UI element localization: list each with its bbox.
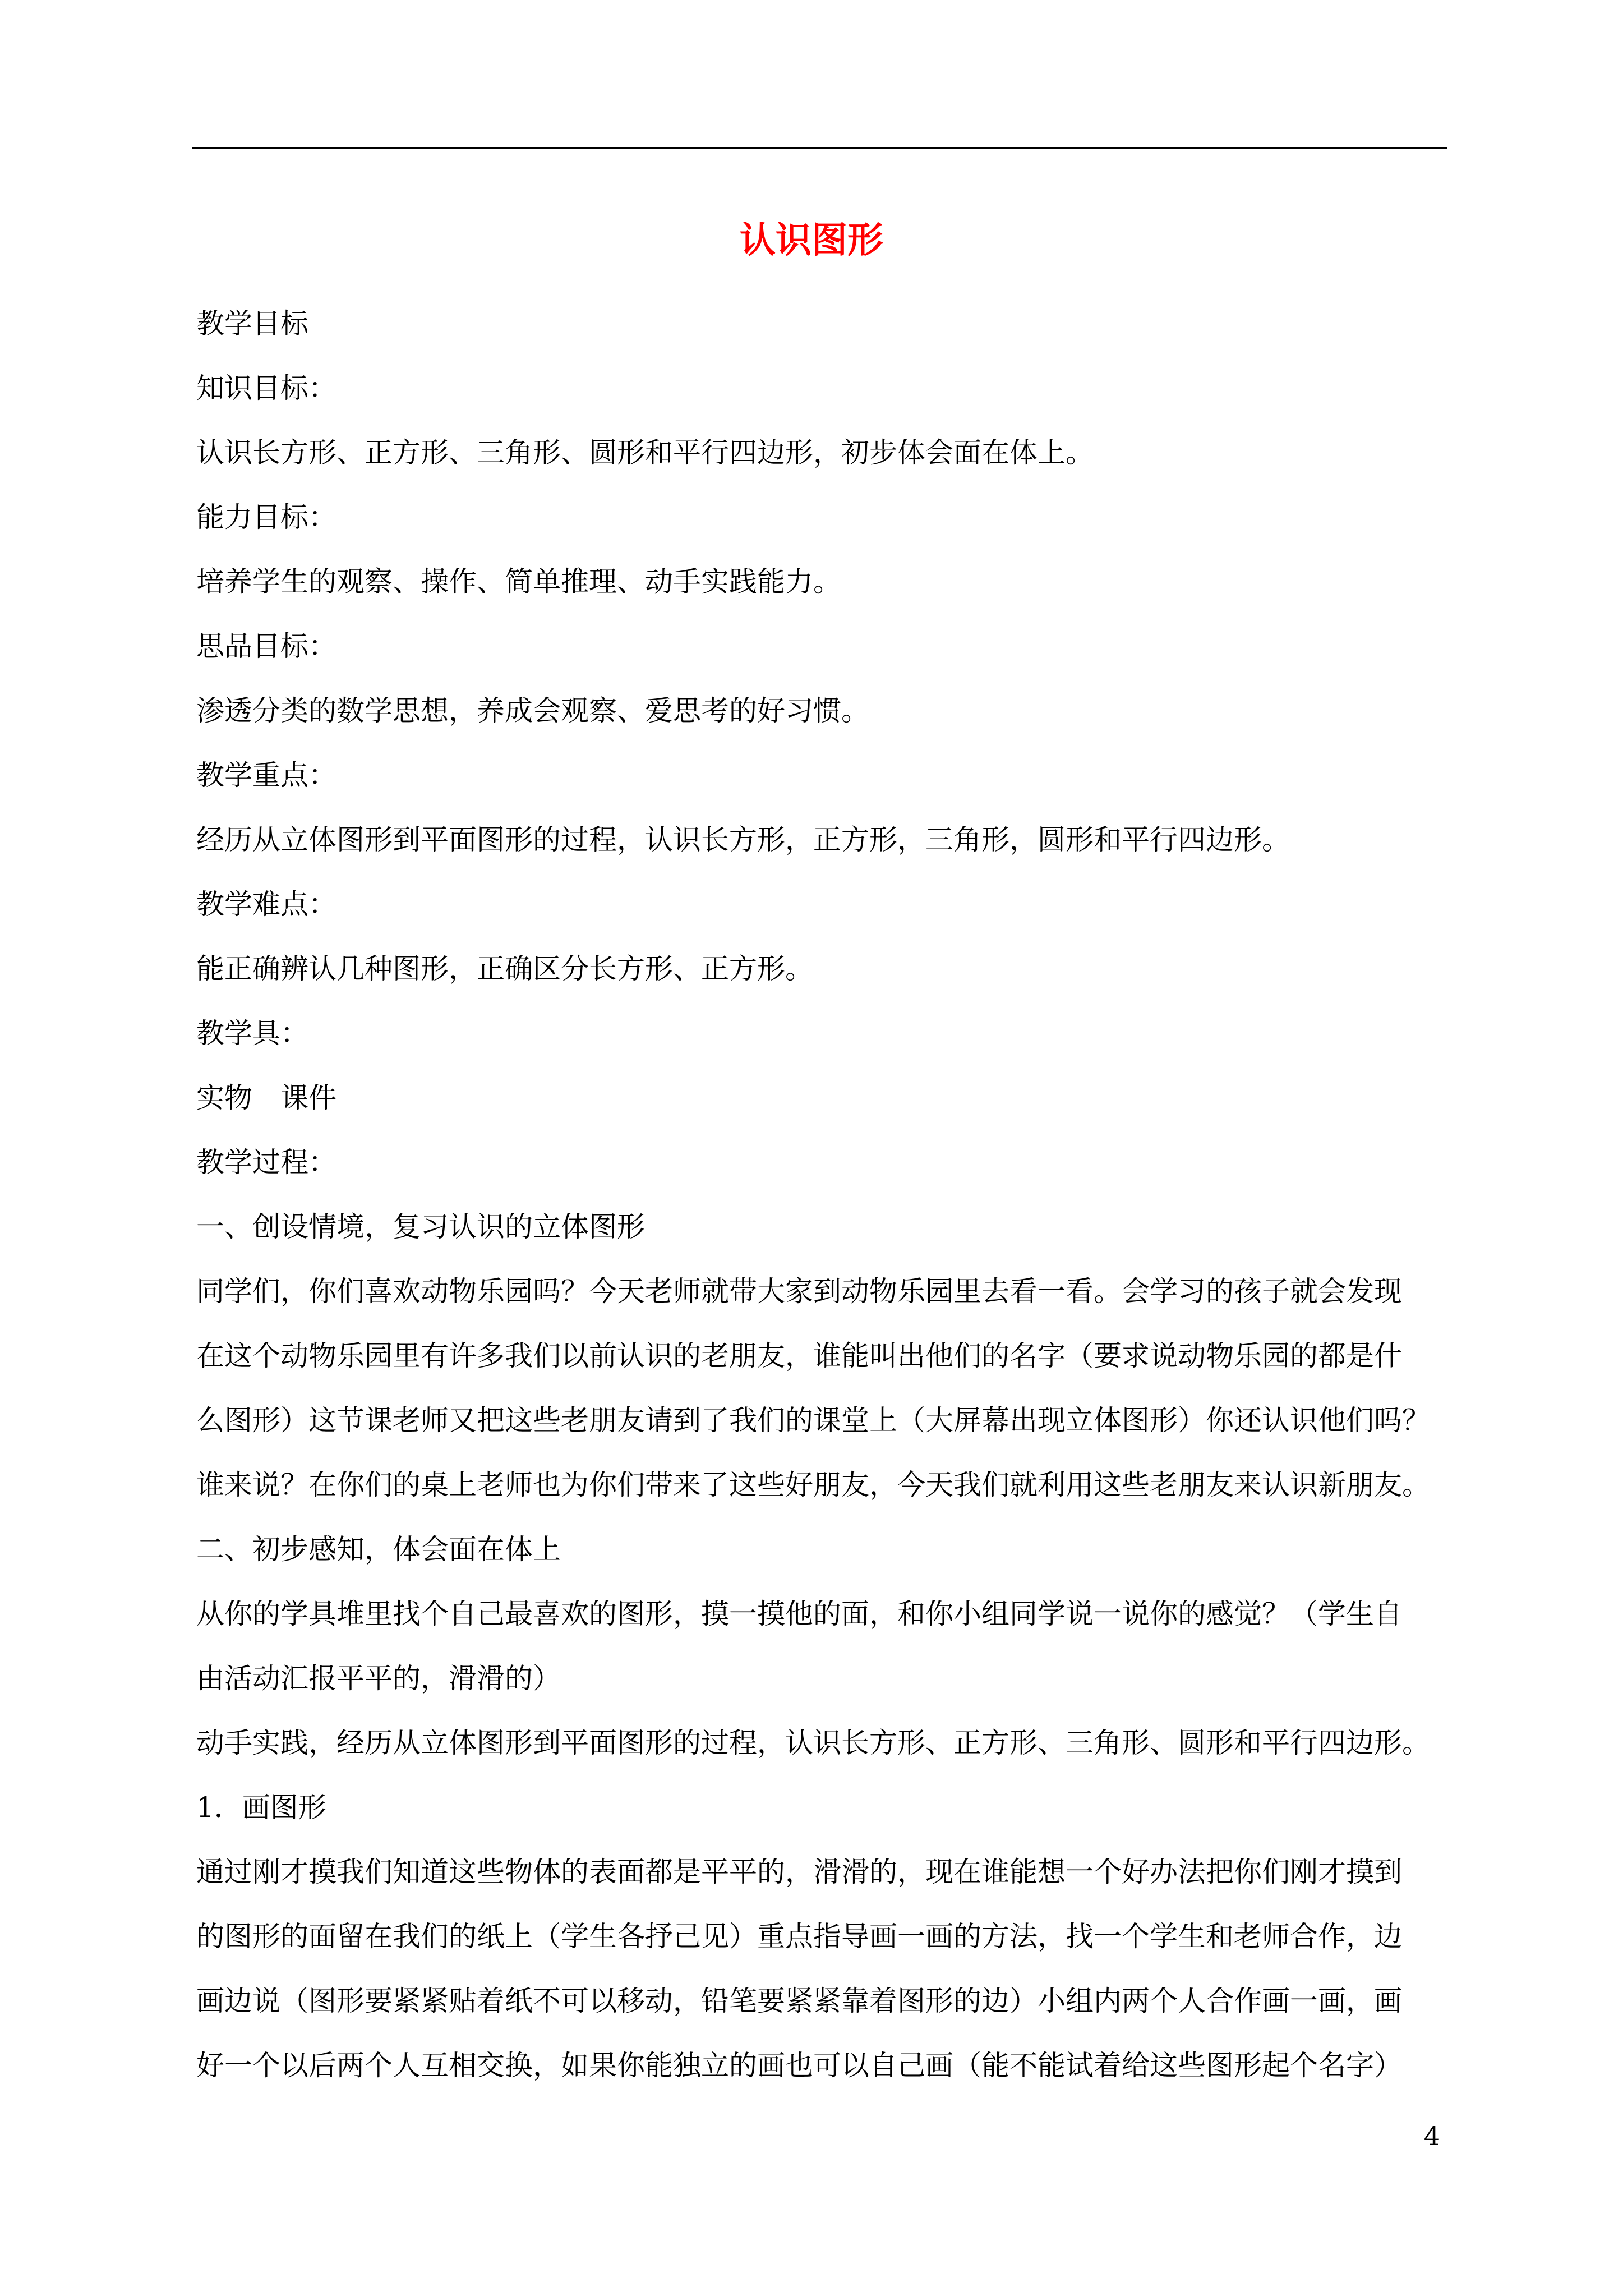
body-line: 经历从立体图形到平面图形的过程，认识长方形，正方形，三角形，圆形和平行四边形。 [196,823,1290,856]
body-line: 实物 课件 [196,1082,336,1114]
body-line: 通过刚才摸我们知道这些物体的表面都是平平的，滑滑的，现在谁能想一个好办法把你们刚才摸到 [196,1856,1402,1888]
body-line: 好一个以后两个人互相交换，如果你能独立的画也可以自己画（能不能试着给这些图形起个名字） [196,2049,1402,2082]
body-line: 一、创设情境，复习认识的立体图形 [196,1211,645,1243]
body-line: 思品目标： [196,630,336,662]
body-line: 1．画图形 [196,1791,326,1824]
body-line: 在这个动物乐园里有许多我们以前认识的老朋友，谁能叫出他们的名字（要求说动物乐园的都是什 [196,1340,1402,1372]
body-line: 培养学生的观察、操作、简单推理、动手实践能力。 [196,565,841,598]
page-number: 4 [1423,2121,1440,2151]
body-line: 么图形）这节课老师又把这些老朋友请到了我们的课堂上（大屏幕出现立体图形）你还认识他们吗？ [196,1404,1430,1437]
body-line: 从你的学具堆里找个自己最喜欢的图形，摸一摸他的面，和你小组同学说一说你的感觉？（学生自 [196,1598,1402,1630]
body-line: 教学重点： [196,759,336,792]
header-rule [192,147,1447,149]
body-line: 画边说（图形要紧紧贴着纸不可以移动，铅笔要紧紧靠着图形的边）小组内两个人合作画一画，画 [196,1985,1402,2017]
body-line: 认识长方形、正方形、三角形、圆形和平行四边形，初步体会面在体上。 [196,436,1094,469]
body-line: 渗透分类的数学思想，养成会观察、爱思考的好习惯。 [196,694,869,727]
document-body [196,292,1458,2098]
document-title: 认识图形 [740,219,883,261]
body-line: 教学难点： [196,888,336,921]
body-line: 二、初步感知，体会面在体上 [196,1533,561,1566]
body-line: 能力目标： [196,501,336,533]
body-line: 的图形的面留在我们的纸上（学生各抒己见）重点指导画一画的方法，找一个学生和老师合作，边 [196,1920,1402,1953]
body-line: 知识目标： [196,372,336,404]
body-line: 动手实践，经历从立体图形到平面图形的过程，认识长方形、正方形、三角形、圆形和平行四边形。 [196,1727,1430,1759]
body-line: 谁来说？在你们的桌上老师也为你们带来了这些好朋友，今天我们就利用这些老朋友来认识新朋友。 [196,1469,1430,1501]
body-line: 同学们，你们喜欢动物乐园吗？今天老师就带大家到动物乐园里去看一看。会学习的孩子就会发现 [196,1275,1402,1308]
body-line: 教学具： [196,1017,308,1050]
body-line: 能正确辨认几种图形，正确区分长方形、正方形。 [196,953,813,985]
body-line: 由活动汇报平平的，滑滑的） [196,1662,561,1695]
body-line: 教学过程： [196,1146,336,1179]
body-line: 教学目标 [196,307,308,340]
